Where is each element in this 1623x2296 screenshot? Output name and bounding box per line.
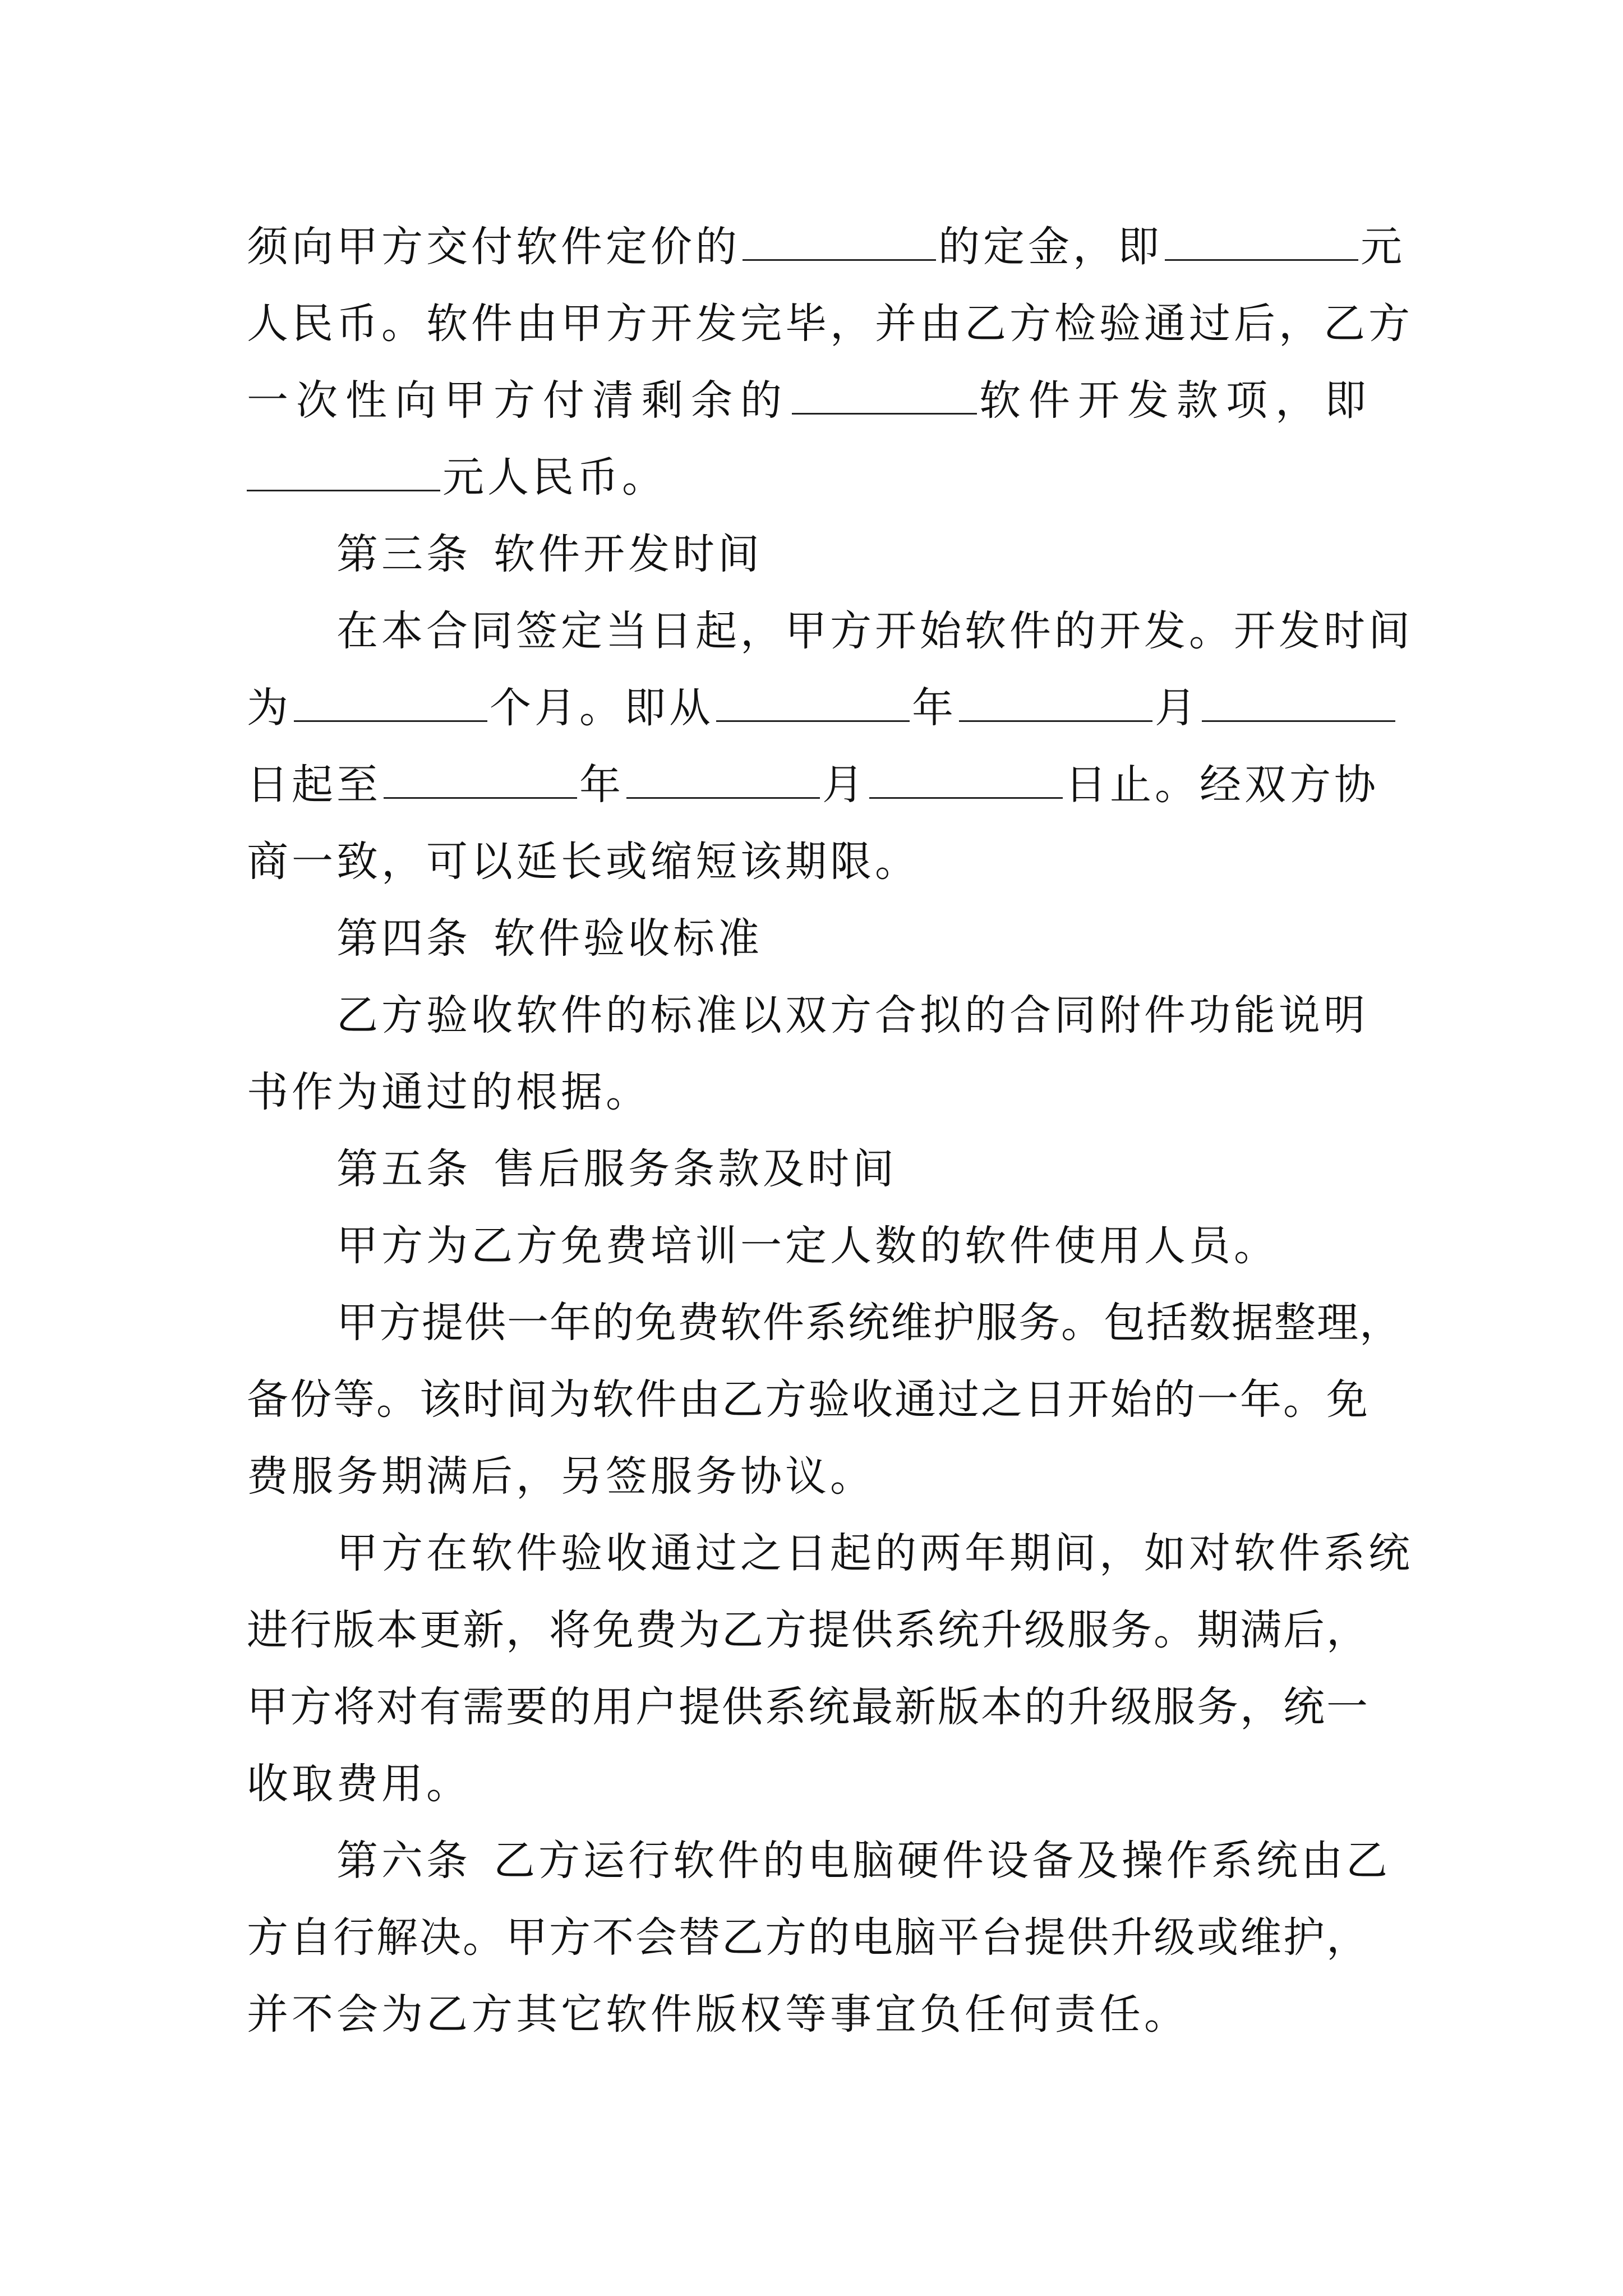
article-number: 第四条 — [336, 914, 471, 963]
paragraph-line: 商一致，可以延长或缩短该期限。 — [247, 838, 920, 886]
article-heading — [247, 900, 1385, 977]
article-heading — [247, 1823, 1391, 1899]
fill-in-blank[interactable] — [959, 717, 1152, 722]
article-title: 售后服务条款及时间 — [494, 1145, 897, 1193]
article-number: 第五条 — [336, 1145, 471, 1193]
fill-in-blank[interactable] — [716, 717, 910, 722]
text-segment: 年 — [579, 761, 624, 809]
text-segment: 须向甲方交付软件定价的 — [247, 223, 740, 271]
paragraph-line: 费服务期满后，另签服务协议。 — [247, 1452, 875, 1501]
fill-in-blank[interactable] — [743, 256, 936, 261]
text-segment: 软件开发款项，即 — [979, 376, 1374, 425]
paragraph-line: 甲方将对有需要的用户提供系统最新版本的升级服务，统一 — [247, 1683, 1370, 1731]
text-segment: 月 — [1155, 684, 1200, 732]
article-title: 软件验收标准 — [494, 914, 763, 963]
text-segment: 为 — [247, 684, 292, 732]
paragraph-line: 甲方在软件验收通过之日起的两年期间，如对软件系统 — [336, 1529, 1413, 1577]
document-page — [247, 209, 1413, 2053]
text-segment: 元人民币。 — [442, 453, 667, 501]
paragraph-line — [247, 670, 1385, 747]
fill-in-blank[interactable] — [384, 794, 577, 799]
article-text: 乙方运行软件的电脑硬件设备及操作系统由乙 — [494, 1837, 1391, 1885]
paragraph-line: 进行版本更新，将免费为乙方提供系统升级服务。期满后， — [247, 1606, 1370, 1654]
paragraph-line: 备份等。该时间为软件由乙方验收通过之日开始的一年。免 — [247, 1375, 1370, 1424]
paragraph-line — [247, 747, 1385, 823]
paragraph-line: 并不会为乙方其它软件版权等事宜负任何责任。 — [247, 1990, 1189, 2039]
paragraph-line — [247, 439, 1385, 516]
fill-in-blank[interactable] — [869, 794, 1063, 799]
paragraph-line: 人民币。软件由甲方开发完毕，并由乙方检验通过后，乙方 — [247, 300, 1413, 348]
text-segment: 年 — [912, 684, 957, 732]
paragraph-line: 收取费用。 — [247, 1760, 471, 1808]
paragraph-line: 书作为通过的根据。 — [247, 1068, 651, 1116]
text-segment: 日起至 — [247, 761, 381, 809]
fill-in-blank[interactable] — [1202, 717, 1395, 722]
text-segment: 元 — [1361, 223, 1405, 271]
paragraph-line — [247, 362, 1385, 439]
fill-in-blank[interactable] — [792, 409, 977, 415]
fill-in-blank[interactable] — [247, 486, 440, 491]
paragraph-line: 方自行解决。甲方不会替乙方的电脑平台提供升级或维护， — [247, 1913, 1370, 1962]
article-title: 软件开发时间 — [494, 530, 763, 578]
paragraph-line: 在本合同签定当日起，甲方开始软件的开发。开发时间 — [336, 607, 1413, 655]
text-segment: 个月。即从 — [490, 684, 714, 732]
article-number: 第六条 — [336, 1837, 471, 1885]
paragraph-line: 甲方提供一年的免费软件系统维护服务。包括数据整理， — [336, 1299, 1402, 1347]
fill-in-blank[interactable] — [294, 717, 487, 722]
article-heading — [247, 516, 1385, 593]
text-segment: 一次性向甲方付清剩余的 — [247, 376, 790, 425]
article-number: 第三条 — [336, 530, 471, 578]
paragraph-line — [247, 209, 1405, 286]
paragraph-line: 甲方为乙方免费培训一定人数的软件使用人员。 — [336, 1222, 1279, 1270]
text-segment: 的定金，即 — [938, 223, 1163, 271]
paragraph-line: 乙方验收软件的标准以双方合拟的合同附件功能说明 — [336, 991, 1368, 1039]
text-segment: 月 — [822, 761, 867, 809]
article-heading — [247, 1131, 1385, 1208]
text-segment: 日止。经双方协 — [1065, 761, 1379, 809]
fill-in-blank[interactable] — [1165, 256, 1358, 261]
fill-in-blank[interactable] — [626, 794, 820, 799]
